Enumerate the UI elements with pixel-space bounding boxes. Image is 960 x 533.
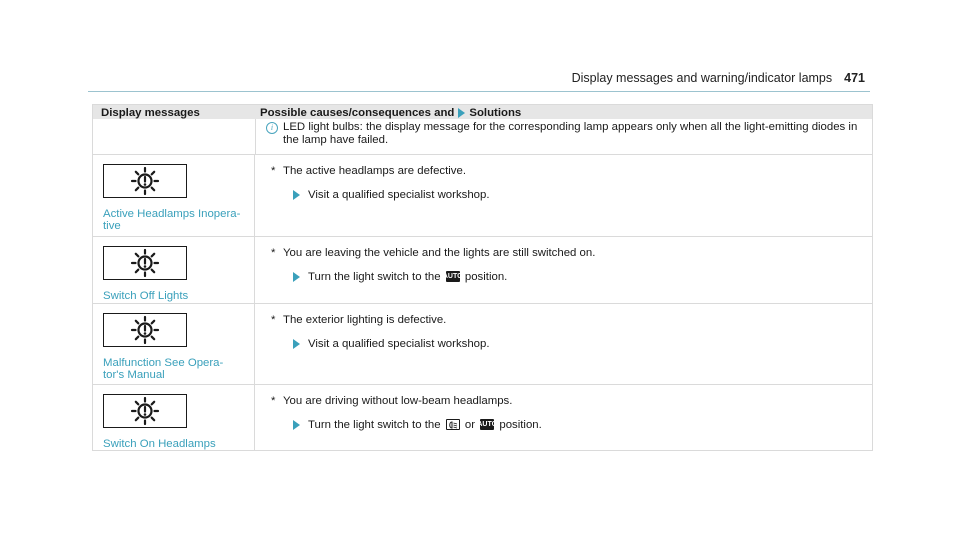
exterior-light-malfunction-icon xyxy=(130,396,160,426)
header-title: Display messages and warning/indicator lamps xyxy=(571,71,833,85)
cause-text: The exterior lighting is defective. xyxy=(283,314,447,326)
action-text: Visit a qualified specialist workshop. xyxy=(308,338,490,350)
display-message-label: Switch Off Lights xyxy=(103,290,189,302)
action-text-end: position. xyxy=(499,419,542,431)
messages-table xyxy=(92,104,873,451)
light-switch-auto-icon: AUTO xyxy=(442,273,463,281)
table-row: Malfunction See Opera- tor's Manual * The exterior lighting is defective. Visit a qualified specialist workshop. xyxy=(93,304,872,385)
page-header xyxy=(572,71,865,85)
lamp-icon-box xyxy=(103,313,187,347)
table-header xyxy=(93,105,872,119)
lamp-icon-box xyxy=(103,164,187,198)
exterior-light-malfunction-icon xyxy=(130,315,160,345)
action-text: Turn the light switch to the xyxy=(308,271,441,283)
action-text: Turn the light switch to the xyxy=(308,419,441,431)
display-message-label: Active Headlamps Inopera- xyxy=(103,208,241,220)
display-message-label-cont: tive xyxy=(103,220,121,232)
action-text-end: position. xyxy=(464,271,508,283)
table-row: Active Headlamps Inopera- tive * The active headlamps are defective. Visit a qualified specialist workshop. xyxy=(93,155,872,237)
action-arrow-icon xyxy=(293,272,300,282)
page-number: 471 xyxy=(844,71,865,85)
table-row: Switch Off Lights * You are leaving the vehicle and the lights are still switched on. Turn the light switch to the AUTO position. xyxy=(93,237,872,304)
exterior-light-malfunction-icon xyxy=(130,248,160,278)
info-icon: i xyxy=(266,122,278,134)
action-arrow-icon xyxy=(293,339,300,349)
display-message-label-cont: tor's Manual xyxy=(103,369,165,381)
cause-text: You are driving without low-beam headlamps. xyxy=(283,395,513,407)
action-arrow-icon xyxy=(458,108,465,118)
display-message-label: Switch On Headlamps xyxy=(103,438,216,450)
display-message-label: Malfunction See Opera- xyxy=(103,357,224,369)
lamp-icon-box xyxy=(103,394,187,428)
action-text: Visit a qualified specialist workshop. xyxy=(308,189,490,201)
action-arrow-icon xyxy=(293,190,300,200)
header-rule xyxy=(88,91,870,92)
cause-text: You are leaving the vehicle and the lights are still switched on. xyxy=(283,247,596,259)
note-text: LED light bulbs: the display message for the corresponding lamp appears only when all the light-emitting diodes in the lamp have failed. xyxy=(283,121,858,146)
col-header-solutions-text: Solutions xyxy=(469,107,522,119)
low-beam-headlamp-icon xyxy=(446,419,460,430)
light-switch-auto-icon: AUTO xyxy=(477,421,498,429)
col-header-display-messages: Display messages xyxy=(101,107,200,119)
note-row xyxy=(93,119,872,155)
cause-text: The active headlamps are defective. xyxy=(283,165,466,177)
low-beam-icon xyxy=(448,421,458,429)
action-or-text: or xyxy=(464,419,476,431)
col-header-causes-text: Possible causes/consequences and xyxy=(260,107,455,119)
table-row: Switch On Headlamps * You are driving without low-beam headlamps. Turn the light switch to the or AUTO position. xyxy=(93,385,872,450)
action-arrow-icon xyxy=(293,420,300,430)
exterior-light-malfunction-icon xyxy=(130,166,160,196)
lamp-icon-box xyxy=(103,246,187,280)
col-header-causes xyxy=(248,105,872,119)
